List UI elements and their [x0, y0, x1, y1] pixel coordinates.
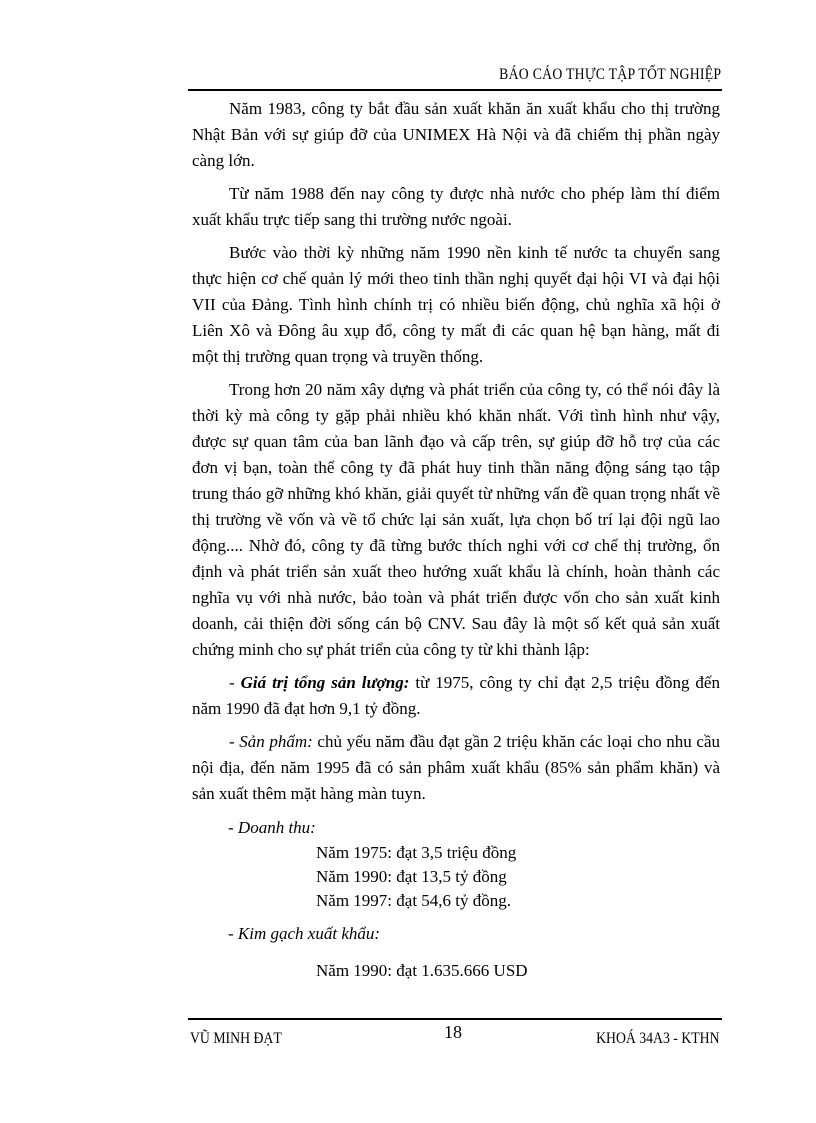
kim-ngach-line: Năm 1990: đạt 1.635.666 USD	[316, 961, 528, 980]
doanh-thu-line: Năm 1997: đạt 54,6 tỷ đồng.	[316, 891, 512, 910]
footer-author: VŨ MINH ĐẠT	[190, 1030, 282, 1047]
san-pham-text: chủ yếu năm đầu đạt gần 2 triệu khăn các loại cho nhu cầu nội địa, đến năm 1995 đã có sản phâm xuất khẩu (85% sản phẩm khăn) và sản xuất thêm mặt hàng màn tuyn.	[192, 732, 720, 803]
paragraph: Năm 1983, công ty bắt đầu sản xuất khăn ăn xuất khẩu cho thị trường Nhật Bản với sự giúp đỡ của UNIMEX Hà Nội và đã chiếm thị phần ngày càng lớn.	[192, 99, 720, 170]
gia-tri-label: Giá trị tổng sản lượng:	[240, 673, 410, 692]
footer-rule	[188, 1018, 722, 1020]
gia-tri-text: từ 1975, công ty chỉ đạt 2,5 triệu đồng đến năm 1990 đã đạt hơn 9,1 tỷ đồng.	[192, 673, 720, 718]
doanh-thu-line: Năm 1975: đạt 3,5 triệu đồng	[316, 843, 517, 862]
page-body	[192, 96, 720, 983]
page-number: 18	[444, 1022, 462, 1042]
paragraph: Bước vào thời kỳ những năm 1990 nền kinh tế nước ta chuyển sang thực hiện cơ chế quản lý mới theo tinh thần nghị quyết đại hội VI và đại hội VII của Đảng. Tình hình chính trị có nhiều biến động, chủ nghĩa xã hội ở Liên Xô và Đông âu xụp đổ, công ty mất đi các quan hệ bạn hàng, mất đi một thị trường quan trọng và truyền thống.	[192, 243, 720, 366]
gia-tri-dash: -	[229, 673, 241, 692]
header-rule	[188, 89, 722, 91]
gia-tri-paragraph	[192, 670, 720, 722]
san-pham-label: - Sản phẩm:	[229, 732, 313, 751]
san-pham-paragraph	[192, 729, 720, 807]
kim-ngach-label: - Kim gạch xuất khẩu:	[228, 924, 381, 943]
doanh-thu-line: Năm 1990: đạt 13,5 tỷ đồng	[316, 867, 507, 886]
running-header: BÁO CÁO THỰC TẬP TỐT NGHIỆP	[498, 66, 721, 83]
footer-class: KHOÁ 34A3 - KTHN	[596, 1030, 720, 1047]
paragraph: Từ năm 1988 đến nay công ty được nhà nước cho phép làm thí điểm xuất khẩu trực tiếp sang thi trường nước ngoài.	[192, 184, 720, 229]
paragraph: Trong hơn 20 năm xây dựng và phát triển của công ty, có thể nói đây là thời kỳ mà công ty gặp phải nhiều khó khăn nhất. Với tình hình như vậy, được sự quan tâm của ban lãnh đạo và cấp trên, sự giúp đỡ hỗ trợ của các đơn vị bạn, toàn thể công ty đã phát huy tinh thần năng động sáng tạo tập trung tháo gỡ những khó khăn, giải quyết từ những vấn đề quan trọng nhất về thị trường về vốn và về tổ chức lại sản xuất, lựa chọn bố trí lại đội ngũ lao động.... Nhờ đó, công ty đã từng bước thích nghi với cơ chế thị trường, ổn định và phát triển sản xuất theo hướng xuất khẩu là chính, hoàn thành các nghĩa vụ với nhà nước, bảo toàn và phát triển được vốn cho sản xuất kinh doanh, cải thiện đời sống cán bộ CNV. Sau đây là một số kết quả sản xuất chứng minh cho sự phát triển của công ty từ khi thành lập:	[192, 380, 720, 659]
doanh-thu-label: - Doanh thu:	[228, 818, 316, 837]
